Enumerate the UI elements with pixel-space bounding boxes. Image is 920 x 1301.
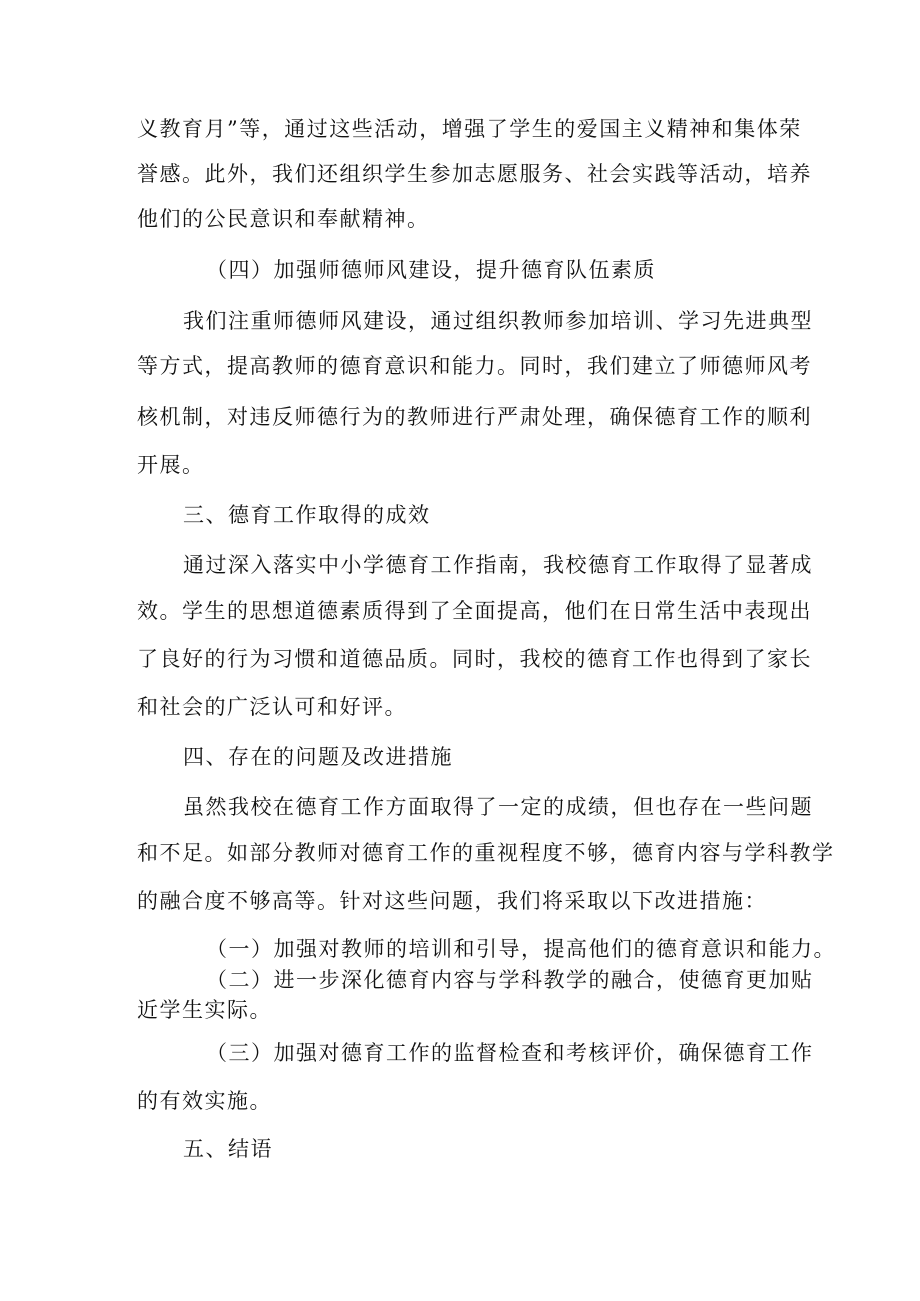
body-line: 核机制，对违反师德行为的教师进行严肃处理，确保德育工作的顺利: [137, 405, 812, 429]
body-line: 和不足。如部分教师对德育工作的重视程度不够，德育内容与学科教学: [137, 841, 835, 865]
list-item: （二）进一步深化德育内容与学科教学的融合，使德育更加贴: [206, 968, 814, 992]
paragraph-first-line: 通过深入落实中小学德育工作指南，我校德育工作取得了显著成: [183, 553, 813, 577]
body-line: 义教育月”等，通过这些活动，增强了学生的爱国主义精神和集体荣: [137, 117, 802, 141]
body-line: 等方式，提高教师的德育意识和能力。同时，我们建立了师德师风考: [137, 354, 812, 378]
list-item: （三）加强对德育工作的监督检查和考核评价，确保德育工作: [206, 1041, 814, 1065]
section-heading: 三、德育工作取得的成效: [183, 503, 431, 527]
section-heading: （四）加强师德师风建设，提升德育队伍素质: [206, 258, 656, 282]
body-line: 的融合度不够高等。针对这些问题，我们将采取以下改进措施：: [137, 889, 767, 913]
body-line: 和社会的广泛认可和好评。: [137, 695, 407, 719]
body-line: 的有效实施。: [137, 1089, 272, 1113]
body-line: 效。学生的思想道德素质得到了全面提高，他们在日常生活中表现出: [137, 599, 812, 623]
section-heading: 五、结语: [183, 1137, 273, 1161]
paragraph-first-line: 虽然我校在德育工作方面取得了一定的成绩，但也存在一些问题: [183, 795, 813, 819]
body-line: 近学生实际。: [137, 998, 272, 1022]
body-line: 开展。: [137, 453, 205, 477]
body-line: 誉感。此外，我们还组织学生参加志愿服务、社会实践等活动，培养: [137, 162, 812, 186]
list-item: （一）加强对教师的培训和引导，提高他们的德育意识和能力。: [206, 937, 836, 961]
paragraph-first-line: 我们注重师德师风建设，通过组织教师参加培训、学习先进典型: [183, 309, 813, 333]
body-line: 他们的公民意识和奉献精神。: [137, 207, 430, 231]
body-line: 了良好的行为习惯和道德品质。同时，我校的德育工作也得到了家长: [137, 647, 812, 671]
section-heading: 四、存在的问题及改进措施: [183, 745, 453, 769]
